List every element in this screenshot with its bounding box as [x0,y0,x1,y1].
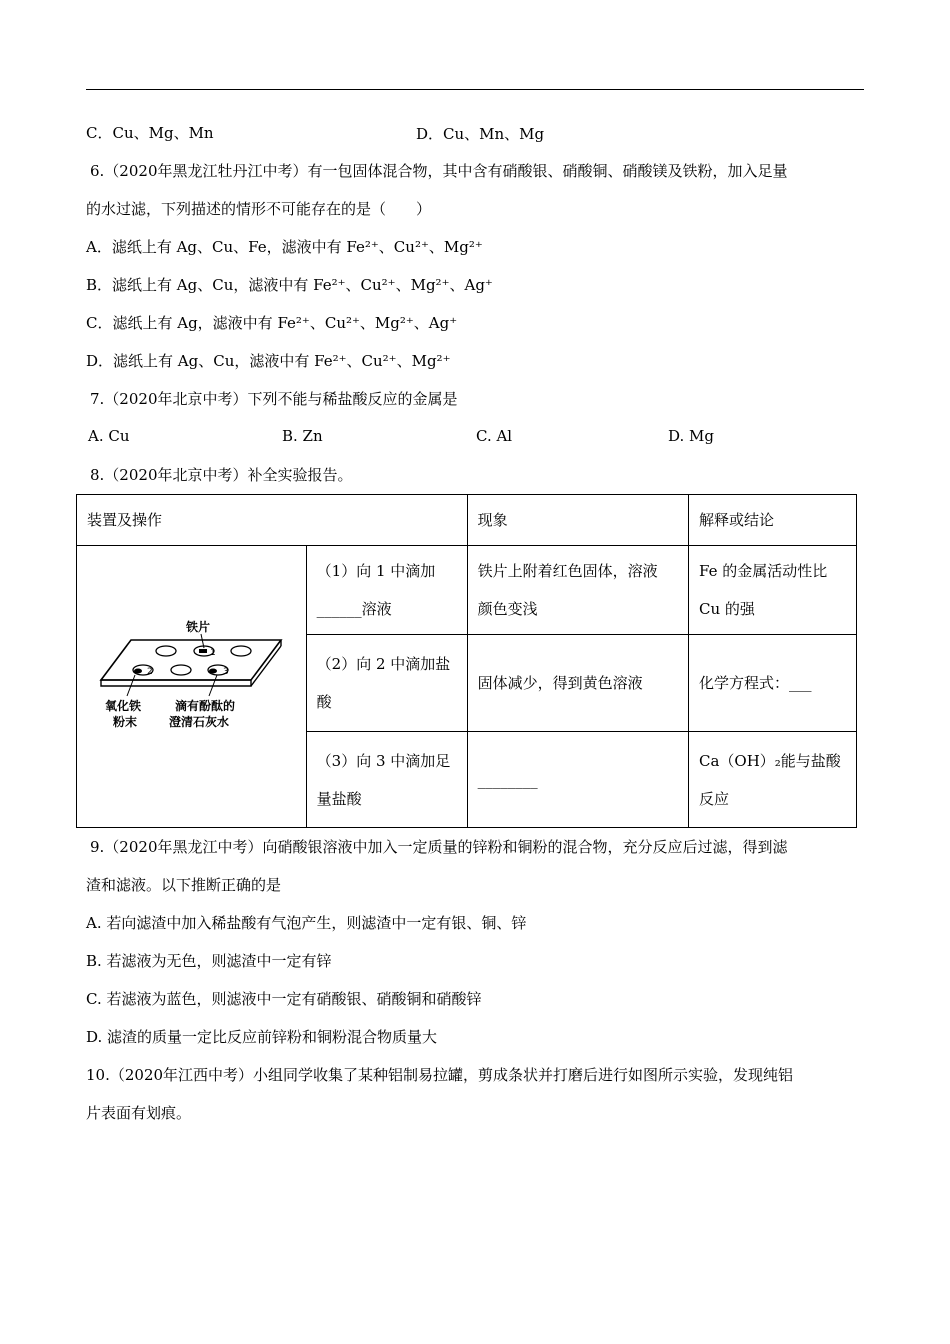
row3-ph-line1: ________ [477,770,538,789]
header-conclusion: 解释或结论 [689,495,857,546]
row3-con-line2: 反应 [699,789,730,808]
label-limewater-2: 澄清石灰水 [169,714,230,729]
experiment-report-table [76,494,857,828]
row3-op-line1: （3）向 3 中滴加足 [316,751,451,770]
row1-op-line1: （1）向 1 中滴加 [316,562,436,580]
label-iron-piece: 铁片 [186,619,211,634]
q5-option-c: C．Cu、Mg、Mn [86,124,214,142]
row3-op-line2: 量盐酸 [316,789,362,808]
row2-operation [306,635,467,732]
iron-oxide-powder [134,668,142,673]
row1-phenomenon [467,546,688,635]
q8-stem: 8.（2020年北京中考）补全实验报告。 [90,466,353,484]
row1-con-line2: Cu 的强 [699,600,755,618]
q6-option-c: C．滤纸上有 Ag，滤液中有 Fe²⁺、Cu²⁺、Mg²⁺、Ag⁺ [86,314,458,332]
row2-op-line1: （2）向 2 中滴加盐 [316,655,451,673]
well-number-2: 2 [147,666,154,677]
q9-stem-line2: 渣和滤液。以下推断正确的是 [86,876,282,894]
well-empty-3 [171,665,191,675]
label-iron-oxide-2: 粉末 [113,714,138,729]
row1-conclusion [689,546,857,635]
q7-option-c: C. Al [476,427,513,445]
header-phenomenon: 现象 [467,495,688,546]
q6-option-a: A．滤纸上有 Ag、Cu、Fe，滤液中有 Fe²⁺、Cu²⁺、Mg²⁺ [86,238,483,256]
well-empty-1 [156,646,176,656]
well-number-1: 1 [210,647,217,658]
row1-ph-line2: 颜色变浅 [477,600,538,618]
q9-option-a: A. 若向滤渣中加入稀盐酸有气泡产生，则滤渣中一定有银、铜、锌 [86,914,527,932]
q9-option-c: C. 若滤液为蓝色，则滤液中一定有硝酸银、硝酸铜和硝酸锌 [86,990,482,1008]
header-apparatus: 装置及操作 [77,495,468,546]
q7-option-a: A. Cu [88,427,130,445]
q5-option-d: D．Cu、Mn、Mg [416,125,545,143]
q9-option-b: B. 若滤液为无色，则滤渣中一定有锌 [86,952,332,970]
row1-ph-line1: 铁片上附着红色固体，溶液 [477,562,658,580]
row2-op-line2: 酸 [316,693,332,711]
iron-piece [199,649,207,653]
label-iron-oxide-1: 氧化铁 [105,698,142,713]
q6-stem-line1: 6.（2020年黑龙江牡丹江中考）有一包固体混合物，其中含有硝酸银、硝酸铜、硝酸镁及铁粉，加入足量 [90,162,788,180]
label-limewater-1: 滴有酚酞的 [175,698,236,713]
header-rule [86,89,864,90]
q10-stem-line2: 片表面有划痕。 [86,1104,192,1122]
row3-phenomenon [467,732,688,828]
row2-phenomenon [467,635,688,732]
apparatus-diagram-cell [77,546,307,828]
row3-con-line1: Ca（OH）₂能与盐酸 [699,751,841,770]
spot-plate [101,640,281,680]
q7-stem: 7.（2020年北京中考）下列不能与稀盐酸反应的金属是 [90,390,458,408]
q6-option-d: D．滤纸上有 Ag、Cu，滤液中有 Fe²⁺、Cu²⁺、Mg²⁺ [86,352,451,370]
row1-con-line1: Fe 的金属活动性比 [699,562,828,580]
row2-ph-line1: 固体减少，得到黄色溶液 [477,674,643,692]
q9-option-d: D. 滤渣的质量一定比反应前锌粉和铜粉混合物质量大 [86,1028,438,1046]
q6-stem-line2: 的水过滤，下列描述的情形不可能存在的是（ ） [86,200,432,218]
q7-option-d: D. Mg [668,427,714,445]
well-number-3: 3 [223,666,230,677]
row1-op-line2: ______溶液 [316,600,392,618]
q7-option-b: B. Zn [282,427,323,445]
row1-operation [306,546,467,635]
spot-plate-diagram [91,620,291,740]
q9-stem-line1: 9.（2020年黑龙江中考）向硝酸银溶液中加入一定质量的锌粉和铜粉的混合物，充分反应后过滤，得到滤 [90,838,788,856]
row2-conclusion [689,635,857,732]
row3-conclusion [689,732,857,828]
q6-option-b: B．滤纸上有 Ag、Cu，滤液中有 Fe²⁺、Cu²⁺、Mg²⁺、Ag⁺ [86,276,493,294]
row3-operation [306,732,467,828]
q10-stem-line1: 10.（2020年江西中考）小组同学收集了某种铝制易拉罐，剪成条状并打磨后进行如图所示实验，发现纯铝 [86,1066,794,1084]
row2-con-line1: 化学方程式：___ [699,674,812,692]
well-empty-2 [231,646,251,656]
